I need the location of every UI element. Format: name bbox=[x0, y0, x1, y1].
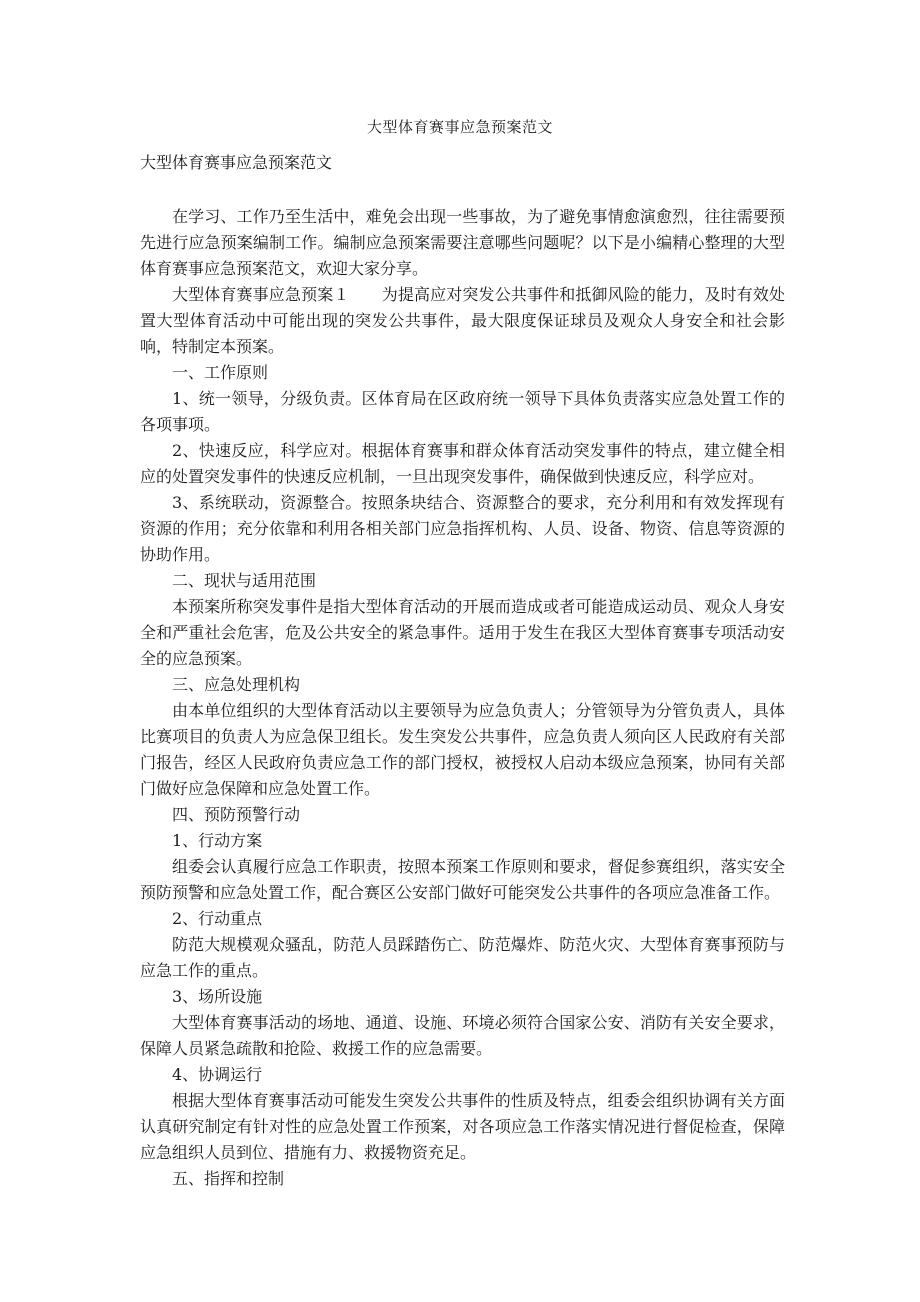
plan-1-paragraph: 大型体育赛事应急预案１ 为提高应对突发公共事件和抵御风险的能力，及时有效处置大型体育活动中可能出现的突发公共事件，最大限度保证球员及观众人身安全和社会影响，特制定本预案。 bbox=[140, 285, 785, 356]
section-heading-4: 四、预防预警行动 bbox=[172, 805, 301, 824]
principle-1: 1、统一领导，分级负责。区体育局在区政府统一领导下具体负责落实应急处置工作的各项事项。 bbox=[140, 389, 785, 434]
document-subtitle: 大型体育赛事应急预案范文 bbox=[140, 153, 333, 172]
action-focus-paragraph: 防范大规模观众骚乱，防范人员踩踏伤亡、防范爆炸、防范火灾、大型体育赛事预防与应急工作的重点。 bbox=[140, 935, 785, 980]
document-body bbox=[140, 204, 785, 1192]
facilities-paragraph: 大型体育赛事活动的场地、通道、设施、环境必须符合国家公安、消防有关安全要求，保障人员紧急疏散和抢险、救援工作的应急需要。 bbox=[140, 1013, 785, 1058]
action-plan-paragraph: 组委会认真履行应急工作职责，按照本预案工作原则和要求，督促参赛组织，落实安全预防预警和应急处置工作，配合赛区公安部门做好可能突发公共事件的各项应急准备工作。 bbox=[140, 857, 785, 902]
subheading-action-focus: 2、行动重点 bbox=[172, 909, 263, 928]
section-heading-5: 五、指挥和控制 bbox=[172, 1169, 285, 1188]
principle-2: 2、快速反应，科学应对。根据体育赛事和群众体育活动突发事件的特点，建立健全相应的处置突发事件的快速反应机制，一旦出现突发事件，确保做到快速反应，科学应对。 bbox=[140, 441, 785, 486]
coordination-paragraph: 根据大型体育赛事活动可能发生突发公共事件的性质及特点，组委会组织协调有关方面认真研究制定有针对性的应急处置工作预案，对各项应急工作落实情况进行督促检查，保障应急组织人员到位、措施有力、救援物资充足。 bbox=[140, 1091, 785, 1162]
subheading-action-plan: 1、行动方案 bbox=[172, 831, 263, 850]
section-heading-3: 三、应急处理机构 bbox=[172, 675, 301, 694]
section-heading-1: 一、工作原则 bbox=[172, 363, 269, 382]
section-heading-2: 二、现状与适用范围 bbox=[172, 571, 317, 590]
subheading-facilities: 3、场所设施 bbox=[172, 987, 263, 1006]
principle-3: 3、系统联动，资源整合。按照条块结合、资源整合的要求，充分利用和有效发挥现有资源的作用；充分依靠和利用各相关部门应急指挥机构、人员、设备、物资、信息等资源的协助作用。 bbox=[140, 493, 785, 564]
scope-paragraph: 本预案所称突发事件是指大型体育活动的开展而造成或者可能造成运动员、观众人身安全和严重社会危害，危及公共安全的紧急事件。适用于发生在我区大型体育赛事专项活动安全的应急预案。 bbox=[140, 597, 785, 668]
intro-paragraph: 在学习、工作乃至生活中，难免会出现一些事故，为了避免事情愈演愈烈，往往需要预先进行应急预案编制工作。编制应急预案需要注意哪些问题呢？以下是小编精心整理的大型体育赛事应急预案范文，欢迎大家分享。 bbox=[140, 207, 785, 278]
organization-paragraph: 由本单位组织的大型体育活动以主要领导为应急负责人；分管领导为分管负责人，具体比赛项目的负责人为应急保卫组长。发生突发公共事件，应急负责人须向区人民政府有关部门报告，经区人民政府负责应急工作的部门授权，被授权人启动本级应急预案，协同有关部门做好应急保障和应急处置工作。 bbox=[140, 701, 785, 798]
document-title: 大型体育赛事应急预案范文 bbox=[366, 118, 553, 136]
subheading-coordination: 4、协调运行 bbox=[172, 1065, 263, 1084]
